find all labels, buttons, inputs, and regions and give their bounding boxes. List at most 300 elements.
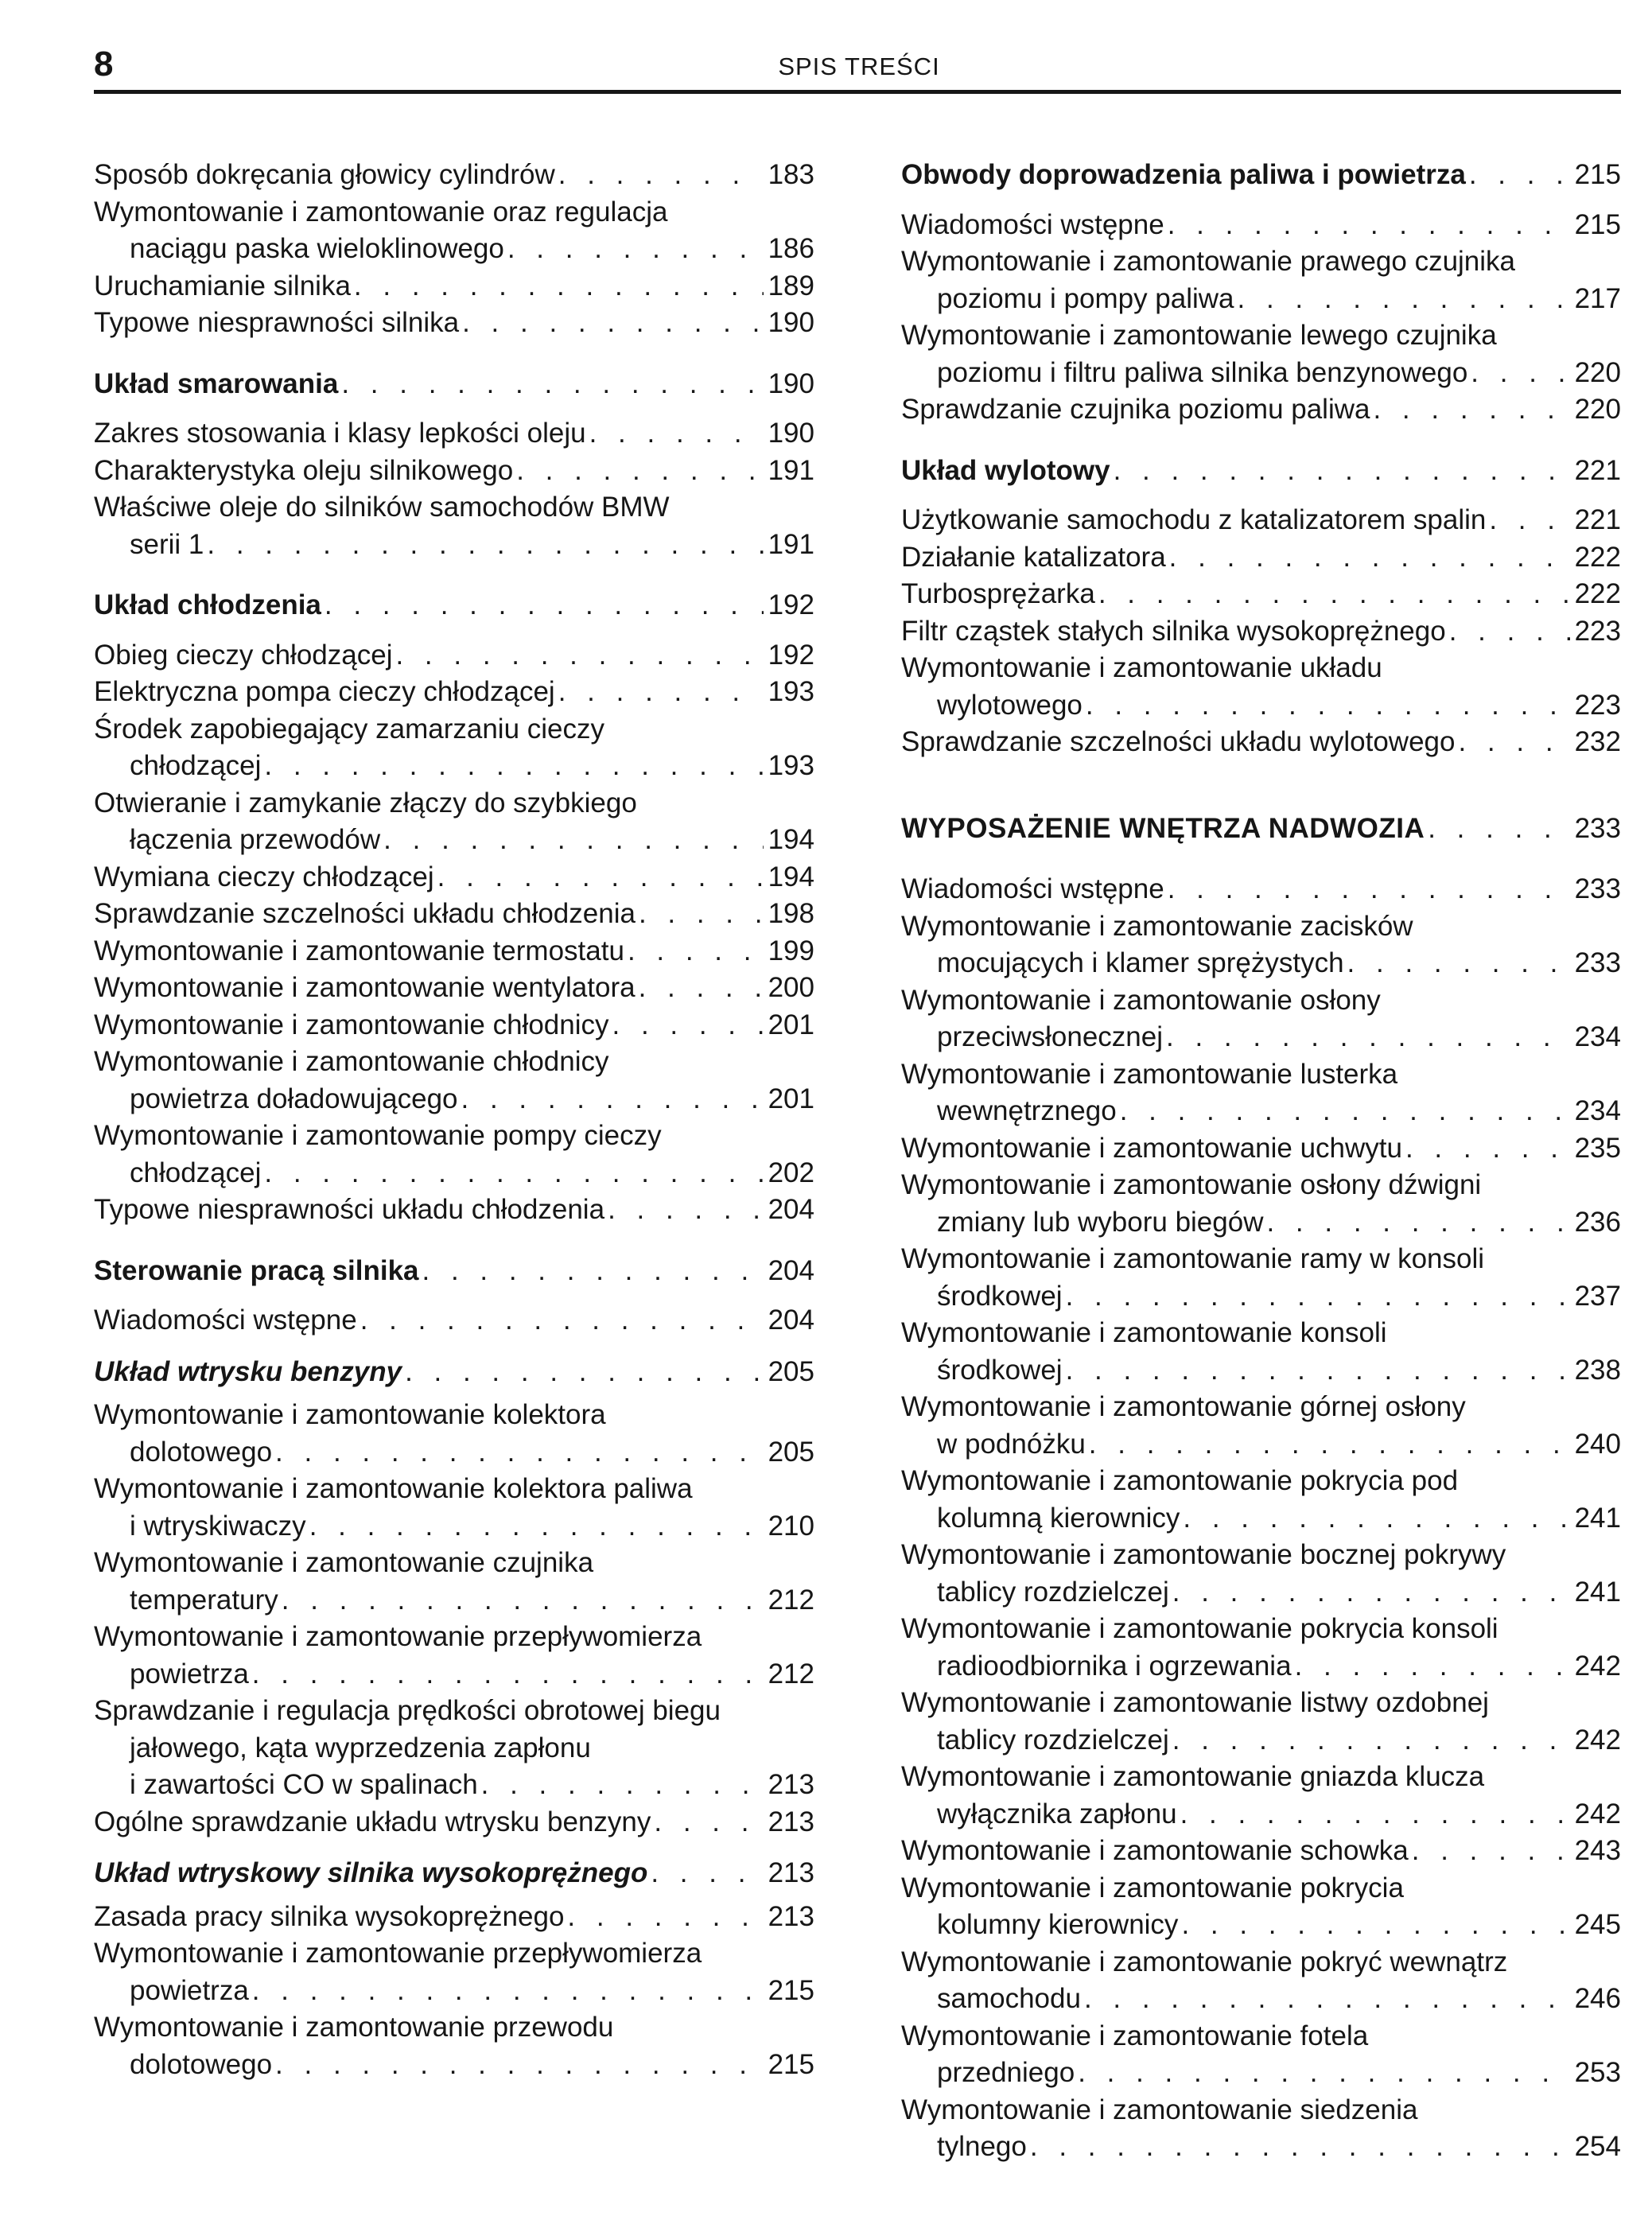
- toc-entry: [94, 194, 814, 268]
- toc-entry-title: Typowe niesprawności silnika: [94, 307, 460, 338]
- toc-entry-title: kolumną kierownicy: [937, 1502, 1180, 1534]
- toc-line: [901, 1204, 1621, 1242]
- toc-page-number: 183: [768, 159, 814, 190]
- toc-entry-title: Wymontowanie i zamontowanie układu: [901, 652, 1382, 683]
- toc-page-number: 217: [1574, 282, 1621, 314]
- dot-leader: [459, 305, 764, 342]
- toc-page-number: 242: [1574, 1724, 1621, 1756]
- toc-entry-title: Wymontowanie i zamontowanie oraz regulacja: [94, 196, 668, 227]
- toc-page-number: 220: [1574, 356, 1621, 388]
- toc-line: [901, 1241, 1621, 1278]
- dot-leader: [1263, 1204, 1570, 1242]
- toc-line: [901, 945, 1621, 982]
- toc-page-number: 236: [1574, 1206, 1621, 1238]
- dot-leader: [1180, 1500, 1570, 1538]
- dot-leader: [636, 970, 764, 1007]
- toc-line: [94, 1397, 814, 1434]
- toc-line: [94, 1582, 814, 1619]
- toc-line: [901, 281, 1621, 318]
- toc-entry: [94, 1118, 814, 1192]
- toc-line: [901, 1685, 1621, 1722]
- toc-entry-title: Wymontowanie i zamontowanie uchwytu: [901, 1132, 1402, 1164]
- toc-entry-title: dolotowego: [130, 2048, 273, 2080]
- toc-entry: [94, 970, 814, 1007]
- toc-line: [94, 268, 814, 305]
- toc-line: [901, 2055, 1621, 2092]
- toc-entry: [901, 1463, 1621, 1537]
- toc-line: [901, 1648, 1621, 1686]
- toc-line: [901, 1574, 1621, 1612]
- toc-entry-title: Obieg cieczy chłodzącej: [94, 639, 393, 671]
- dot-leader: [504, 231, 764, 268]
- toc-line: [94, 1081, 814, 1118]
- dot-leader: [1446, 613, 1570, 651]
- toc-section: [94, 1253, 814, 1290]
- toc-section: [94, 587, 814, 624]
- toc-line: [94, 896, 814, 933]
- toc-entry-title: Elektryczna pompa cieczy chłodzącej: [94, 676, 555, 707]
- toc-line: [94, 1656, 814, 1693]
- toc-section: [901, 157, 1621, 194]
- dot-leader: [1110, 453, 1570, 490]
- toc-entry: [901, 1685, 1621, 1759]
- dot-leader: [351, 268, 764, 305]
- toc-line: [94, 1118, 814, 1155]
- toc-entry-title: serii 1: [130, 528, 204, 560]
- dot-leader: [1455, 724, 1570, 761]
- toc-page-number: 220: [1574, 394, 1621, 425]
- toc-page-number: 191: [768, 528, 814, 560]
- toc-entry: [94, 896, 814, 933]
- toc-line: [94, 1730, 814, 1767]
- toc-entry-title: Sprawdzanie szczelności układu chłodzenia: [94, 898, 636, 929]
- toc-line: [901, 2092, 1621, 2129]
- toc-entry-title: Uruchamianie silnika: [94, 270, 351, 301]
- dot-leader: [1486, 502, 1570, 539]
- dot-leader: [249, 1656, 764, 1693]
- toc-entry-title: Układ wtrysku benzyny: [94, 1355, 402, 1387]
- toc-subsection: [94, 1354, 814, 1391]
- toc-entry-title: tablicy rozdzielczej: [937, 1576, 1169, 1608]
- dot-leader: [1402, 1130, 1570, 1168]
- toc-line: [901, 1093, 1621, 1130]
- toc-entry: [94, 305, 814, 342]
- toc-line: [901, 1944, 1621, 1981]
- toc-section: [94, 366, 814, 403]
- toc-entry: [901, 1056, 1621, 1130]
- toc-page-number: 192: [768, 639, 814, 671]
- toc-entry-title: Układ chłodzenia: [94, 589, 321, 620]
- toc-entry-title: Wymontowanie i zamontowanie ramy w konsoli: [901, 1243, 1485, 1274]
- toc-entry-title: przeciwsłonecznej: [937, 1021, 1164, 1052]
- toc-entry-title: Sterowanie pracą silnika: [94, 1254, 419, 1286]
- toc-line: [94, 637, 814, 675]
- toc-page-number: 191: [768, 454, 814, 486]
- toc-page-number: 194: [768, 824, 814, 855]
- toc-entry: [94, 1044, 814, 1118]
- toc-page-number: 243: [1574, 1835, 1621, 1866]
- toc-line: [901, 1389, 1621, 1426]
- toc-line: [94, 1253, 814, 1290]
- toc-entry: [901, 613, 1621, 651]
- toc-entry-title: Wymontowanie i zamontowanie osłony dźwigni: [901, 1169, 1482, 1200]
- toc-line: [901, 1315, 1621, 1352]
- dot-leader: [478, 1767, 764, 1804]
- dot-leader: [1467, 355, 1570, 392]
- toc-entry-title: Układ wtryskowy silnika wysokoprężnego: [94, 1857, 648, 1888]
- toc-page-number: 192: [768, 589, 814, 620]
- toc-line: [94, 822, 814, 859]
- dot-leader: [1063, 1278, 1570, 1316]
- dot-leader: [1164, 207, 1570, 244]
- toc-page-number: 202: [768, 1157, 814, 1188]
- toc-page-number: 238: [1574, 1354, 1621, 1386]
- toc-entry-title: Wymontowanie i zamontowanie prawego czujnika: [901, 246, 1516, 277]
- dot-leader: [647, 1855, 764, 1892]
- toc-line: [901, 1796, 1621, 1833]
- toc-line: [94, 1354, 814, 1391]
- dot-leader: [651, 1804, 764, 1841]
- toc-entry: [94, 859, 814, 896]
- dot-leader: [419, 1253, 764, 1290]
- dot-leader: [1063, 1352, 1570, 1390]
- toc-line: [94, 711, 814, 748]
- toc-entry-title: i wtryskiwaczy: [130, 1510, 306, 1542]
- toc-entry: [901, 650, 1621, 724]
- toc-line: [901, 811, 1621, 848]
- toc-entry-title: Działanie katalizatora: [901, 541, 1166, 573]
- dot-leader: [1117, 1093, 1570, 1130]
- toc-entry-title: powietrza: [130, 1658, 249, 1689]
- toc-line: [901, 650, 1621, 687]
- dot-leader: [1166, 539, 1570, 577]
- toc-entry: [901, 1759, 1621, 1833]
- toc-entry-title: Wymontowanie i zamontowanie pokrycia pod: [901, 1465, 1459, 1496]
- toc-entry-title: Wymontowanie i zamontowanie chłodnicy: [94, 1046, 609, 1077]
- toc-line: [901, 502, 1621, 539]
- toc-entry: [901, 724, 1621, 761]
- toc-page-number: 234: [1574, 1095, 1621, 1126]
- toc-entry-title: radioodbiornika i ogrzewania: [937, 1650, 1292, 1682]
- toc-page-number: 221: [1574, 454, 1621, 486]
- toc-page-number: 213: [768, 1769, 814, 1800]
- toc-entry-title: Ogólne sprawdzanie układu wtrysku benzyny: [94, 1806, 651, 1837]
- toc-line: [901, 1833, 1621, 1870]
- toc-entry-title: środkowej: [937, 1354, 1063, 1386]
- toc-entry-title: Wymontowanie i zamontowanie chłodnicy: [94, 1009, 609, 1040]
- toc-line: [94, 194, 814, 231]
- toc-page-number: 212: [768, 1584, 814, 1616]
- toc-entry-title: Typowe niesprawności układu chłodzenia: [94, 1194, 605, 1225]
- toc-line: [94, 415, 814, 453]
- toc-entry-title: samochodu: [937, 1983, 1081, 2014]
- toc-entry-title: Wymontowanie i zamontowanie schowka: [901, 1835, 1409, 1866]
- toc-entry: [901, 1315, 1621, 1389]
- toc-entry-title: Wymontowanie i zamontowanie przepływomierza: [94, 1621, 702, 1652]
- toc-page-number: 193: [768, 750, 814, 781]
- toc-entry: [94, 415, 814, 453]
- toc-entry-title: Środek zapobiegający zamarzaniu cieczy: [94, 713, 604, 745]
- toc-page-number: 212: [768, 1658, 814, 1689]
- toc-entry-title: Sposób dokręcania głowicy cylindrów: [94, 159, 555, 190]
- toc-page-number: 215: [768, 2048, 814, 2080]
- dot-leader: [636, 896, 764, 933]
- toc-entry: [901, 1833, 1621, 1870]
- toc-entry: [901, 317, 1621, 391]
- toc-line: [901, 1981, 1621, 2018]
- page-number: 8: [94, 45, 114, 84]
- toc-entry: [94, 1899, 814, 1936]
- dot-leader: [357, 1302, 764, 1340]
- toc-line: [94, 1508, 814, 1546]
- toc-entry: [901, 2092, 1621, 2166]
- toc-page-number: 190: [768, 307, 814, 338]
- toc-page-number: 193: [768, 676, 814, 707]
- toc-line: [901, 2018, 1621, 2055]
- dot-leader: [1466, 157, 1570, 194]
- toc-line: [94, 2047, 814, 2084]
- toc-page-number: 246: [1574, 1983, 1621, 2014]
- toc-line: [901, 1056, 1621, 1094]
- toc-page-number: 200: [768, 972, 814, 1003]
- toc-entry-title: Wymontowanie i zamontowanie kolektora paliwa: [94, 1473, 693, 1504]
- toc-line: [901, 1611, 1621, 1648]
- toc-page-number: 233: [1574, 873, 1621, 904]
- toc-column-left: [94, 157, 814, 2083]
- toc-line: [94, 527, 814, 564]
- toc-entry: [901, 1537, 1621, 1611]
- toc-entry-title: poziomu i filtru paliwa silnika benzynowego: [937, 356, 1468, 388]
- toc-entry: [94, 1007, 814, 1044]
- toc-entry-title: Wymontowanie i zamontowanie osłony: [901, 984, 1381, 1016]
- toc-page-number: 204: [768, 1194, 814, 1225]
- toc-line: [901, 1500, 1621, 1538]
- dot-leader: [1177, 1796, 1570, 1833]
- toc-line: [94, 453, 814, 490]
- dot-leader: [1086, 1426, 1570, 1464]
- toc-entry: [901, 502, 1621, 539]
- toc-page-number: 204: [768, 1254, 814, 1286]
- toc-page-number: 186: [768, 233, 814, 264]
- dot-leader: [278, 1582, 764, 1619]
- toc-entry: [94, 674, 814, 711]
- toc-entry-title: Użytkowanie samochodu z katalizatorem spalin: [901, 504, 1487, 535]
- toc-line: [901, 1130, 1621, 1168]
- dot-leader: [204, 527, 764, 564]
- toc-entry-title: Wymontowanie i zamontowanie zacisków: [901, 910, 1413, 942]
- toc-entry-title: powietrza: [130, 1974, 249, 2006]
- toc-entry-title: łączenia przewodów: [130, 824, 381, 855]
- toc-entry-title: Sprawdzanie szczelności układu wylotowego: [901, 726, 1456, 757]
- toc-entry-title: Wymontowanie i zamontowanie pokrycia: [901, 1872, 1404, 1903]
- toc-page-number: 233: [1574, 947, 1621, 978]
- dot-leader: [1370, 391, 1570, 429]
- toc-entry: [94, 1397, 814, 1471]
- toc-line: [901, 1463, 1621, 1500]
- toc-page-number: 242: [1574, 1650, 1621, 1682]
- dot-leader: [609, 1007, 764, 1044]
- toc-entry-title: Filtr cząstek stałych silnika wysokoprężnego: [901, 615, 1446, 647]
- toc-entry-title: przedniego: [937, 2057, 1075, 2088]
- toc-entry-title: Wiadomości wstępne: [901, 208, 1164, 240]
- dot-leader: [1075, 2055, 1570, 2092]
- toc-entry: [94, 1192, 814, 1229]
- toc-line: [901, 1278, 1621, 1316]
- toc-page-number: 215: [768, 1974, 814, 2006]
- toc-line: [94, 785, 814, 822]
- dot-leader: [1027, 2129, 1570, 2166]
- dot-leader: [1083, 687, 1570, 725]
- toc-entry-title: wyłącznika zapłonu: [937, 1798, 1177, 1829]
- dot-leader: [458, 1081, 764, 1118]
- toc-page-number: 215: [1574, 159, 1621, 190]
- toc-entry-title: zmiany lub wyboru biegów: [937, 1206, 1264, 1238]
- toc-entry: [94, 453, 814, 490]
- toc-entry-title: Wymiana cieczy chłodzącej: [94, 861, 434, 892]
- toc-entry-title: Wymontowanie i zamontowanie przepływomierza: [94, 1938, 702, 1969]
- toc-line: [901, 453, 1621, 490]
- toc-line: [94, 587, 814, 624]
- toc-page-number: 213: [768, 1857, 814, 1888]
- toc-entry: [901, 1241, 1621, 1315]
- toc-line: [901, 687, 1621, 725]
- toc-entry-title: Otwieranie i zamykanie złączy do szybkiego: [94, 787, 637, 818]
- dot-leader: [555, 674, 764, 711]
- toc-entry-title: wylotowego: [937, 689, 1083, 721]
- dot-leader: [1164, 871, 1570, 908]
- toc-line: [901, 1907, 1621, 1944]
- toc-page-number: 210: [768, 1510, 814, 1542]
- toc-line: [94, 1619, 814, 1656]
- toc-entry-title: Wymontowanie i zamontowanie kolektora: [94, 1399, 606, 1430]
- toc-page-number: 189: [768, 270, 814, 301]
- dot-leader: [1409, 1833, 1570, 1870]
- toc-entry: [901, 1944, 1621, 2018]
- dot-leader: [1163, 1019, 1570, 1056]
- toc-entry-title: Wymontowanie i zamontowanie pokryć wewnątrz: [901, 1946, 1508, 1977]
- dot-leader: [1169, 1722, 1570, 1759]
- dot-leader: [272, 1434, 764, 1472]
- toc-line: [94, 933, 814, 970]
- toc-page-number: 198: [768, 898, 814, 929]
- toc-line: [94, 1545, 814, 1582]
- toc-entry: [94, 637, 814, 675]
- toc-entry: [901, 982, 1621, 1056]
- toc-line: [901, 1426, 1621, 1464]
- toc-entry-title: Wymontowanie i zamontowanie pokrycia konsoli: [901, 1613, 1498, 1644]
- toc-page-number: 241: [1574, 1576, 1621, 1608]
- toc-line: [94, 1804, 814, 1841]
- toc-entry-title: naciągu paska wieloklinowego: [130, 233, 504, 264]
- toc-entry-title: Obwody doprowadzenia paliwa i powietrza: [901, 159, 1466, 190]
- toc-entry-title: Układ wylotowy: [901, 454, 1110, 486]
- toc-line: [94, 157, 814, 194]
- toc-line: [94, 1471, 814, 1508]
- toc-entry-title: Wiadomości wstępne: [901, 873, 1164, 904]
- dot-leader: [249, 1973, 764, 2010]
- toc-entry: [94, 1545, 814, 1619]
- dot-leader: [261, 1155, 764, 1192]
- toc-line: [901, 613, 1621, 651]
- dot-leader: [555, 157, 764, 194]
- toc-entry-title: tablicy rozdzielczej: [937, 1724, 1169, 1756]
- toc-entry-title: mocujących i klamer sprężystych: [937, 947, 1344, 978]
- toc-line: [901, 871, 1621, 908]
- toc-entry-title: Wymontowanie i zamontowanie czujnika: [94, 1547, 594, 1578]
- toc-line: [901, 1537, 1621, 1574]
- toc-entry-title: Wymontowanie i zamontowanie lusterka: [901, 1058, 1398, 1090]
- dot-leader: [1178, 1907, 1570, 1944]
- toc-entry: [94, 933, 814, 970]
- toc-column-right: [901, 157, 1621, 2166]
- toc-line: [901, 1352, 1621, 1390]
- toc-entry: [94, 711, 814, 785]
- toc-page-number: 221: [1574, 504, 1621, 535]
- toc-entry-title: Zakres stosowania i klasy lepkości oleju: [94, 418, 586, 449]
- toc-page-number: 205: [768, 1355, 814, 1387]
- toc-entry: [94, 157, 814, 194]
- toc-line: [901, 576, 1621, 613]
- toc-line: [94, 366, 814, 403]
- toc-line: [94, 1935, 814, 1973]
- toc-line: [94, 489, 814, 527]
- dot-leader: [306, 1508, 764, 1546]
- toc-page-number: 245: [1574, 1909, 1621, 1940]
- toc-entry-title: temperatury: [130, 1584, 278, 1616]
- toc-page-number: 253: [1574, 2057, 1621, 2088]
- toc-line: [94, 1155, 814, 1192]
- toc-entry: [901, 1870, 1621, 1944]
- toc-line: [94, 231, 814, 268]
- toc-entry-title: Wymontowanie i zamontowanie fotela: [901, 2020, 1369, 2051]
- toc-entry: [901, 1167, 1621, 1241]
- dot-leader: [380, 822, 764, 859]
- toc-entry: [901, 576, 1621, 613]
- toc-line: [901, 724, 1621, 761]
- toc-entry-title: Wymontowanie i zamontowanie lewego czujnika: [901, 320, 1497, 351]
- toc-entry-title: kolumny kierownicy: [937, 1909, 1179, 1940]
- toc-entry-title: wewnętrznego: [937, 1095, 1117, 1126]
- toc-entry: [901, 243, 1621, 317]
- dot-leader: [1095, 576, 1570, 613]
- toc-page-number: 199: [768, 935, 814, 966]
- toc-entry: [94, 1471, 814, 1545]
- toc-line: [901, 1167, 1621, 1204]
- toc-line: [94, 1855, 814, 1892]
- toc-page-number: 223: [1574, 689, 1621, 721]
- toc-entry-title: Właściwe oleje do silników samochodów BMW: [94, 492, 670, 523]
- toc-page-number: 222: [1574, 541, 1621, 573]
- toc-line: [94, 748, 814, 785]
- toc-page-number: 234: [1574, 1021, 1621, 1052]
- toc-page-number: 237: [1574, 1280, 1621, 1312]
- toc-entry-title: Wymontowanie i zamontowanie konsoli: [901, 1317, 1387, 1348]
- toc-entry: [94, 2009, 814, 2083]
- toc-line: [901, 539, 1621, 577]
- toc-line: [94, 674, 814, 711]
- toc-entry: [94, 268, 814, 305]
- dot-leader: [272, 2047, 764, 2084]
- toc-line: [901, 157, 1621, 194]
- dot-leader: [1234, 281, 1570, 318]
- toc-line: [901, 908, 1621, 946]
- toc-entry: [901, 207, 1621, 244]
- toc-entry-title: Wymontowanie i zamontowanie górnej osłony: [901, 1391, 1466, 1422]
- dot-leader: [1169, 1574, 1570, 1612]
- toc-line: [94, 1693, 814, 1730]
- toc-page-number: 213: [768, 1900, 814, 1932]
- toc-entry-title: środkowej: [937, 1280, 1063, 1312]
